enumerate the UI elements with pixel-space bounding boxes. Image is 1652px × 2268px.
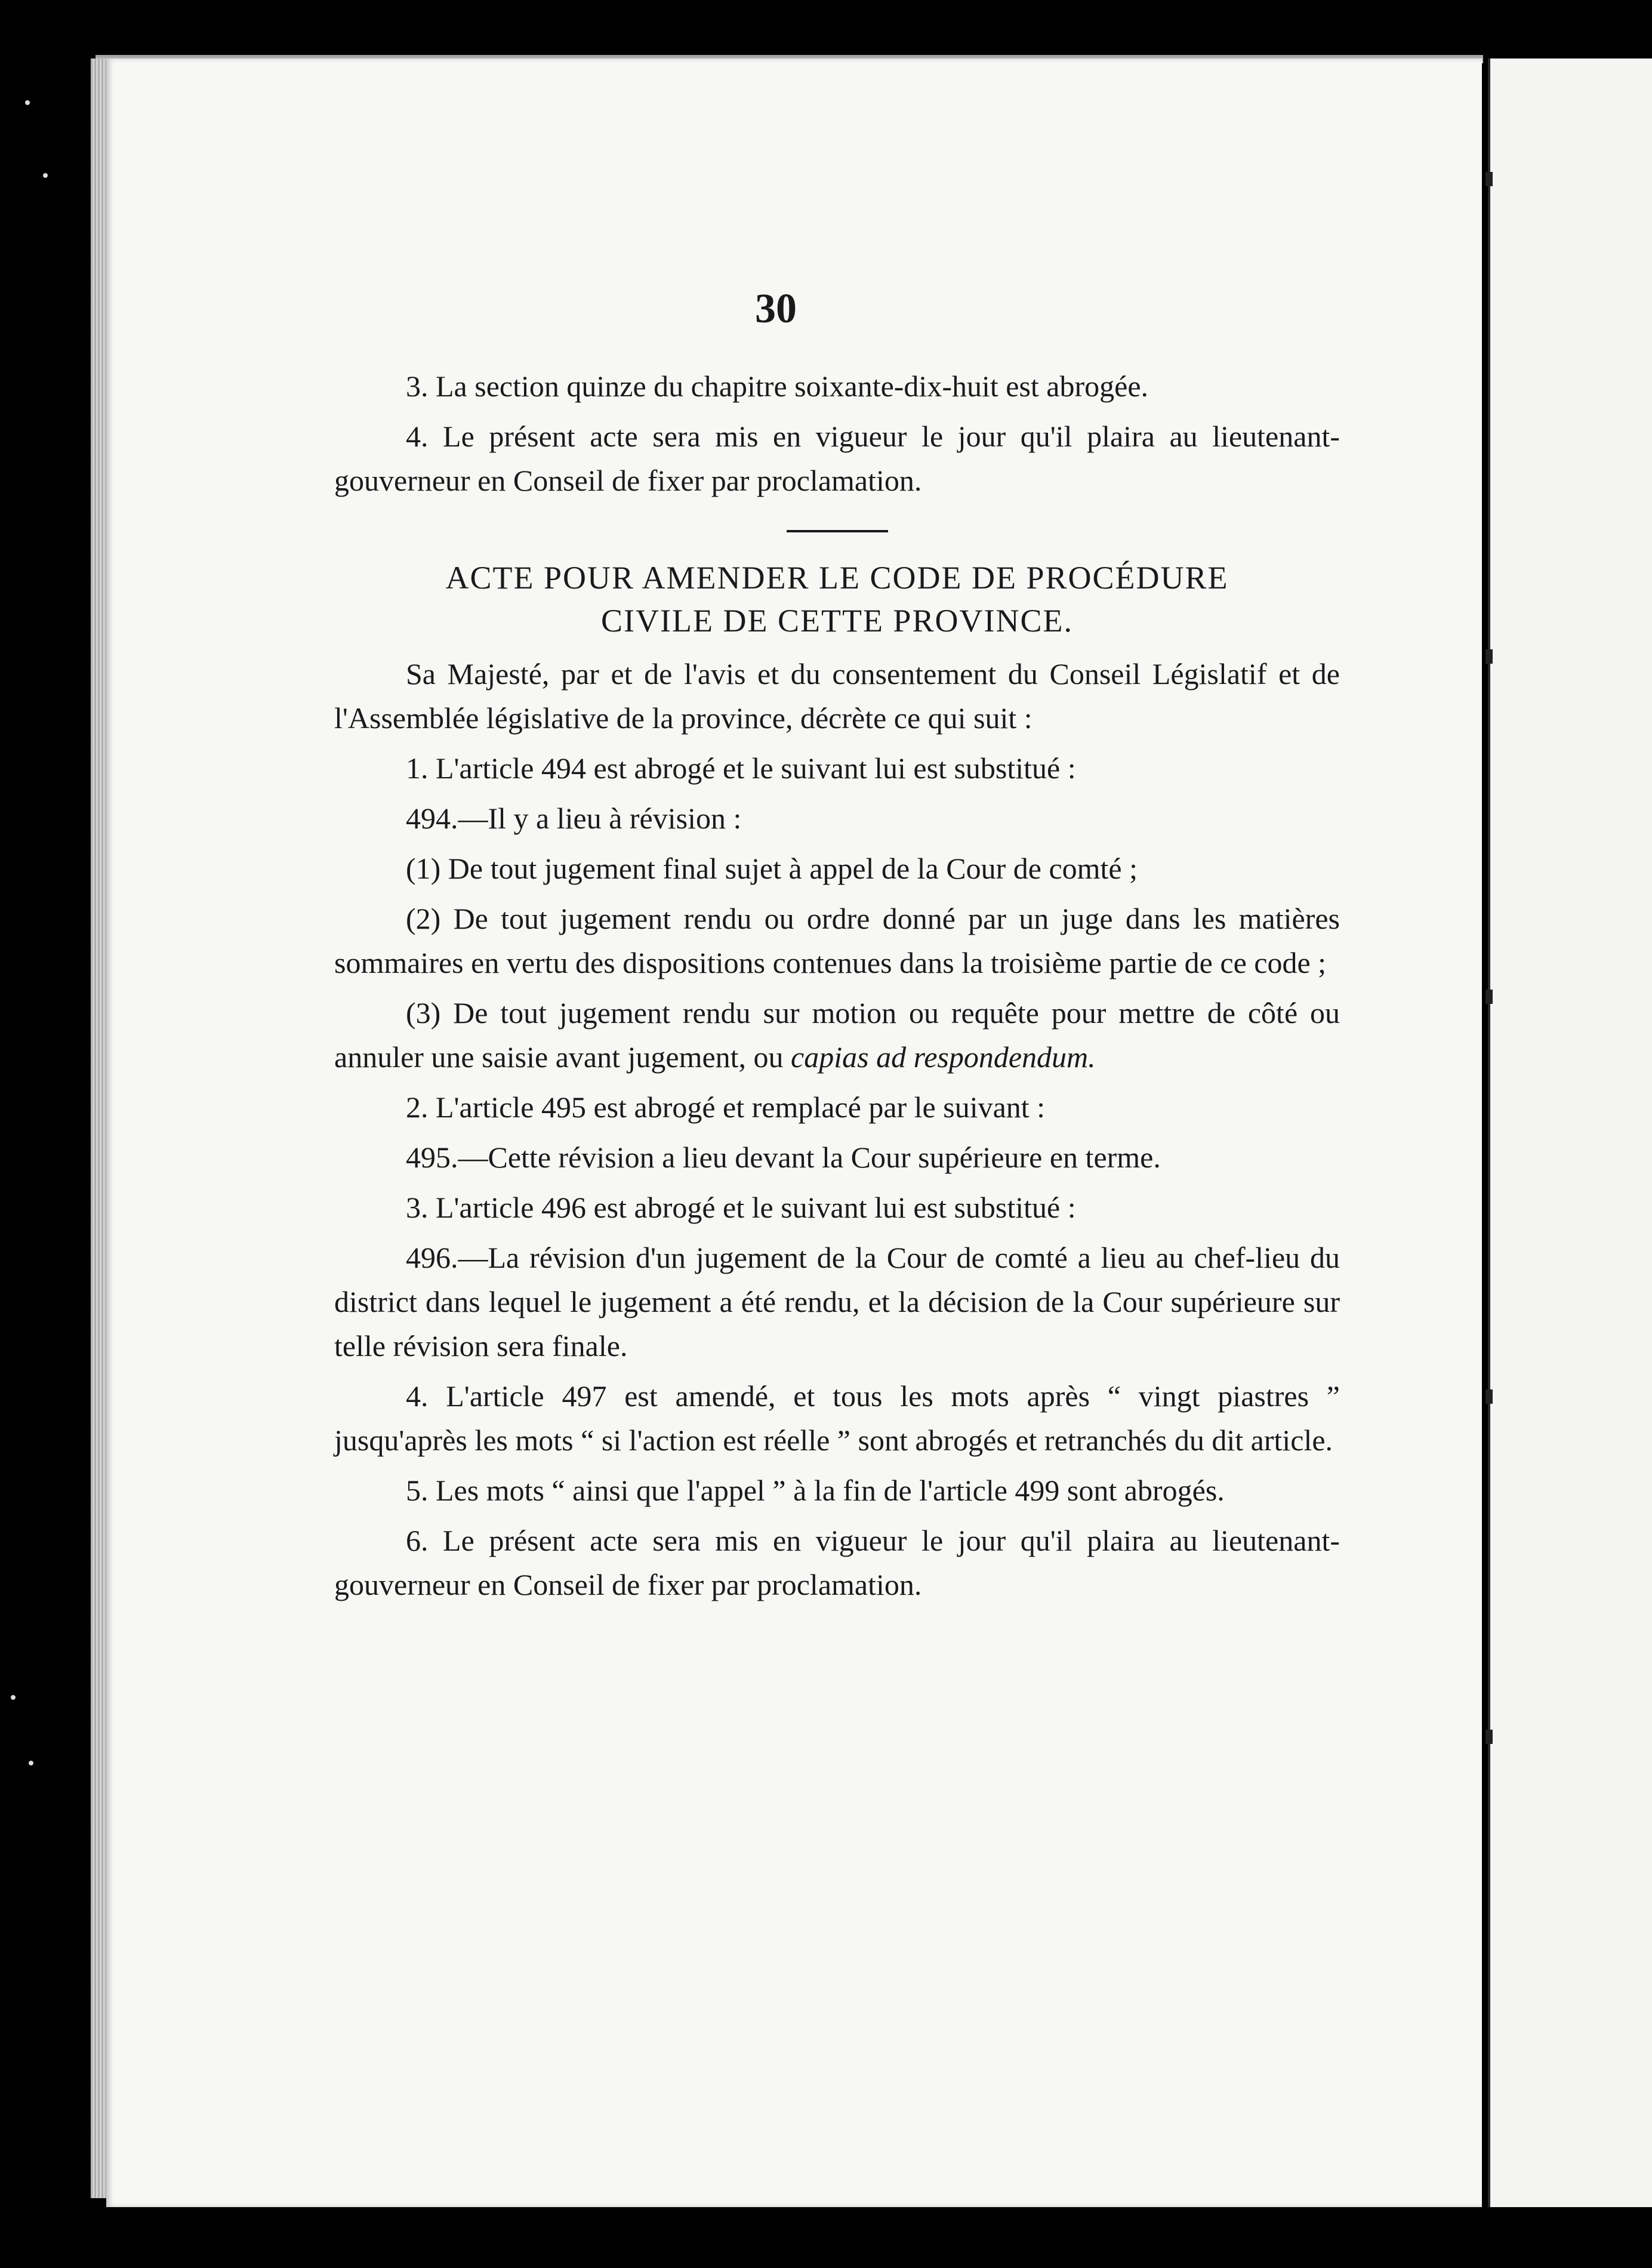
act-title-line-1: ACTE POUR AMENDER LE CODE DE PROCÉDURE xyxy=(445,560,1229,596)
act-title-line-2: CIVILE DE CETTE PROVINCE. xyxy=(601,603,1073,639)
article-495: 495.—Cette révision a lieu devant la Cour supérieure en terme. xyxy=(406,1141,1161,1174)
clause-3-text: (3) De tout jugement rendu sur motion ou requête pour mettre de côté ou annuler une saisie avant jugement, ou xyxy=(334,996,1340,1074)
clause-1: (1) De tout jugement final sujet à appel de la Cour de comté ; xyxy=(406,852,1138,885)
section-divider xyxy=(787,530,888,532)
edge-mark xyxy=(1485,172,1493,186)
edge-mark xyxy=(1485,990,1493,1004)
section-3-text: 3. La section quinze du chapitre soixante-dix-huit est abrogée. xyxy=(406,369,1149,403)
act-title xyxy=(334,556,1340,642)
scan-speck xyxy=(43,173,48,178)
scan-speck xyxy=(29,1761,33,1765)
clause-3 xyxy=(334,991,1340,1079)
article-494: 494.—Il y a lieu à révision : xyxy=(406,802,742,835)
article-6: 6. Le présent acte sera mis en vigueur le jour qu'il plaira au lieutenant-gouverneur en Conseil de fixer par proclamation. xyxy=(334,1524,1340,1601)
edge-mark xyxy=(1485,649,1493,664)
scan-speck xyxy=(25,100,30,105)
facing-page-edge xyxy=(1488,58,1652,2207)
article-2: 2. L'article 495 est abrogé et remplacé par le suivant : xyxy=(406,1090,1046,1124)
section-4-text: 4. Le présent acte sera mis en vigueur le jour qu'il plaira au lieutenant-gouverneur en Conseil de fixer par proclamation. xyxy=(334,420,1340,497)
preamble: Sa Majesté, par et de l'avis et du consentement du Conseil Législatif et de l'Assemblée législative de la province, décrète ce qui suit : xyxy=(334,657,1340,735)
edge-mark xyxy=(1485,1389,1493,1404)
edge-mark xyxy=(1485,1730,1493,1744)
clause-2: (2) De tout jugement rendu ou ordre donné par un juge dans les matières sommaires en vertu des dispositions contenues dans la troisième partie de ce code ; xyxy=(334,902,1340,979)
article-3: 3. L'article 496 est abrogé et le suivant lui est substitué : xyxy=(406,1191,1076,1224)
article-1: 1. L'article 494 est abrogé et le suivant lui est substitué : xyxy=(406,751,1076,785)
article-4: 4. L'article 497 est amendé, et tous les mots après “ vingt piastres ” jusqu'après les mots “ si l'action est réelle ” sont abrogés et retranchés du dit article. xyxy=(334,1379,1340,1457)
article-5: 5. Les mots “ ainsi que l'appel ” à la fin de l'article 499 sont abrogés. xyxy=(406,1474,1225,1507)
article-496: 496.—La révision d'un jugement de la Cour de comté a lieu au chef-lieu du district dans lequel le jugement a été rendu, et la décision de la Cour supérieure sur telle révision sera finale. xyxy=(334,1241,1340,1363)
scan-speck xyxy=(11,1695,16,1700)
page-number: 30 xyxy=(755,286,797,332)
page-text xyxy=(334,281,1340,1607)
clause-3-italic: capias ad respondendum. xyxy=(791,1040,1096,1074)
